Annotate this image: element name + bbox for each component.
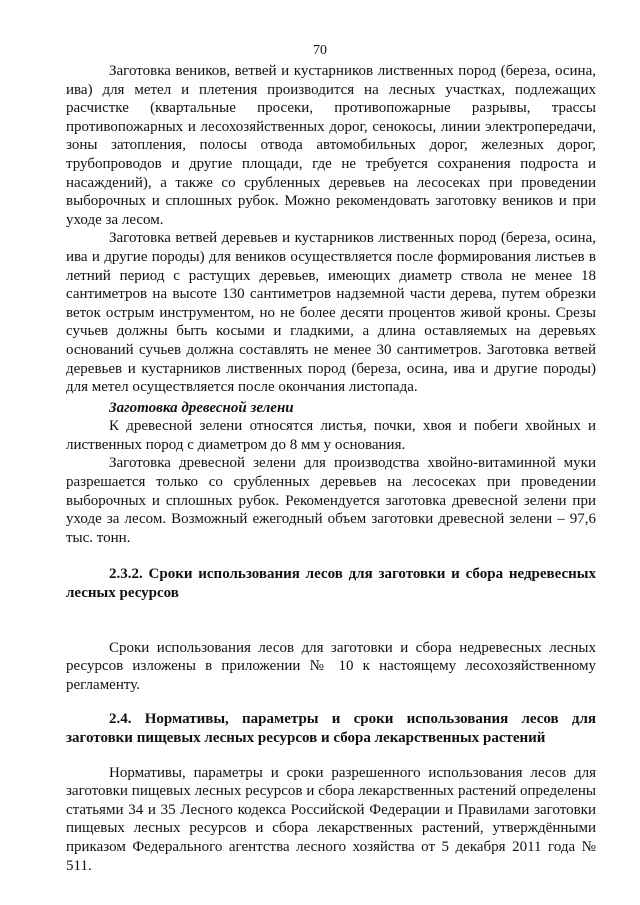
- paragraph-greenery-definition: К древесной зелени относятся листья, почки, хвоя и побеги хвойных и лиственных пород с диаметром до 8 мм у основания.: [66, 418, 596, 453]
- page-number: 70: [313, 43, 327, 58]
- subheading-tree-greenery: Заготовка древесной зелени: [109, 399, 294, 416]
- paragraph-regulations: Нормативы, параметры и сроки разрешенного использования лесов для заготовки пищевых лесных ресурсов и сбора лекарственных растений определены статьями 34 и 35 Лесного кодекса Российской Федерации и Правилами заготовки пищевых лесных ресурсов и сбора лекарственных растений, утверждёнными приказом Федерального агентства лесного хозяйства от 5 декабря 2011 года № 511.: [66, 764, 596, 874]
- section-title-2-4: 2.4. Нормативы, параметры и сроки использования лесов для заготовки пищевых лесных ресурсов и сбора лекарственных растений: [66, 711, 596, 746]
- page-content: [66, 62, 596, 875]
- spacer: [66, 603, 596, 639]
- section-title-2-3-2: 2.3.2. Сроки использования лесов для заготовки и сбора недревесных лесных ресурсов: [66, 566, 596, 602]
- spacer: [66, 694, 596, 710]
- spacer: [66, 547, 596, 565]
- paragraph-brooms-harvesting: Заготовка веников, ветвей и кустарников лиственных пород (береза, осина, ива) для метел и плетения производится на лесных участках, подлежащих расчистке (квартальные просеки, противопожарные разрывы, трассы противопожарных и лесохозяйственных дорог, сенокосы, линии электропередачи, зоны затопления, полосы отвода автомобильных дорог, железных дорог, трубопроводов и другие площади, где не требуется сохранения подроста и насаждений), а также со срубленных деревьев на лесосеках при проведении выборочных и сплошных рубок. Можно рекомендовать заготовку веников и при уходе за лесом.: [66, 63, 596, 228]
- paragraph-greenery-harvesting: Заготовка древесной зелени для производства хвойно-витаминной муки разрешается только со срубленных деревьев на лесосеках при проведении выборочных и сплошных рубок. Рекомендуется заготовка древесной зелени при уходе за лесом. Возможный ежегодный объем заготовки древесной зелени – 97,6 тыс. тонн.: [66, 455, 596, 546]
- spacer: [66, 748, 596, 764]
- paragraph-branches-harvesting: Заготовка ветвей деревьев и кустарников лиственных пород (береза, осина, ива и другие породы) для веников осуществляется после формирования листьев в летний период с растущих деревьев, имеющих диаметр ствола не менее 18 сантиметров на высоте 130 сантиметров надземной части дерева, путем обрезки веток острым инструментом, но не более десяти процентов живой кроны. Срезы сучьев должны быть косыми и гладкими, а длина оставляемых на деревьях оснований сучьев должна составлять не менее 30 сантиметров. Заготовка ветвей деревьев и кустарников лиственных пород (береза, осина, ива и другие породы) для метел осуществляется после окончания листопада.: [66, 230, 596, 396]
- paragraph-terms-reference: Сроки использования лесов для заготовки и сбора недревесных лесных ресурсов изложены в приложении № 10 к настоящему лесохозяйственному регламенту.: [66, 639, 596, 693]
